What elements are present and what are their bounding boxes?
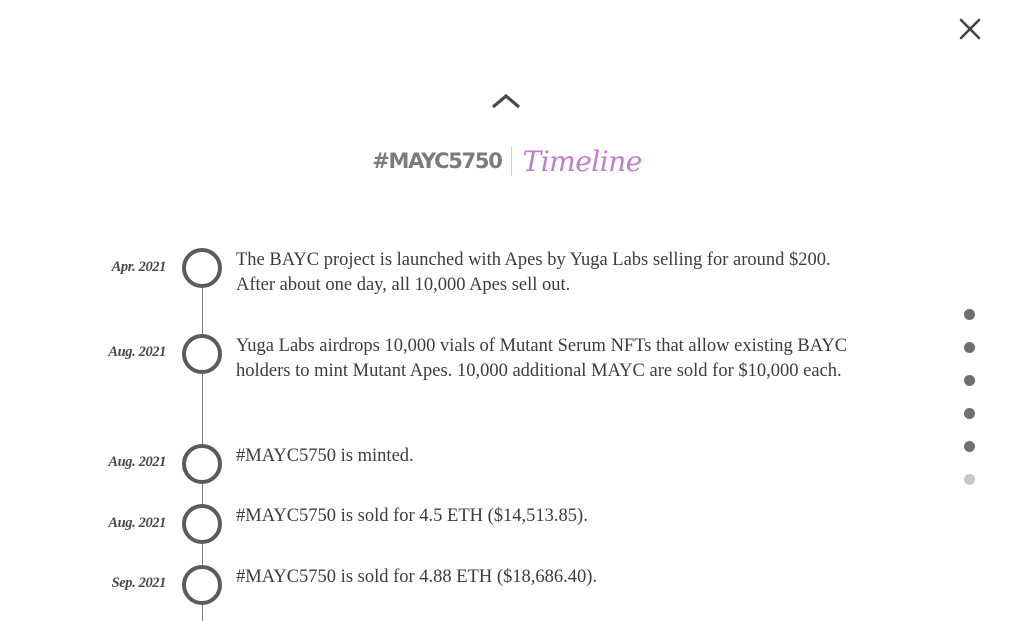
chevron-up-icon [490,90,522,112]
event-text: #MAYC5750 is sold for 4.5 ETH ($14,513.85). [236,506,588,526]
page-title [0,141,1014,181]
page-dot[interactable] [964,441,975,452]
page-dot[interactable] [964,309,975,320]
event-date: Apr. 2021 [111,259,166,275]
event-text: Yuga Labs airdrops 10,000 vials of Mutant Serum NFTs that allow existing BAYC holders to mint Mutant Apes. 10,000 additional MAYC are sold for $10,000 each. [236,336,848,381]
event-date: Aug. 2021 [108,344,166,360]
event-date: Aug. 2021 [108,515,166,531]
page-dot[interactable] [964,342,975,353]
event-text: #MAYC5750 is sold for 4.88 ETH ($18,686.40). [236,567,598,587]
close-button[interactable] [957,16,983,42]
page-dot[interactable] [964,474,975,485]
title-divider [511,147,512,176]
event-date: Aug. 2021 [108,454,166,470]
page-dot[interactable] [964,375,975,386]
timeline-node-icon [182,504,222,544]
timeline-node-icon [182,444,222,484]
page-dot[interactable] [964,408,975,419]
title-tag: #MAYC5750 [372,149,502,173]
event-date: Sep. 2021 [111,575,166,591]
event-text: The BAYC project is launched with Apes by Yuga Labs selling for around $200. After about one day, all 10,000 Apes sell out. [236,250,831,295]
title-word: Timeline [522,144,642,178]
page-dots [963,309,977,507]
timeline-node-icon [182,334,222,374]
timeline-node-icon [182,248,222,288]
scroll-up-button[interactable] [490,90,522,112]
close-icon [957,16,983,42]
timeline-node-icon [182,565,222,605]
event-text: #MAYC5750 is minted. [236,446,414,466]
